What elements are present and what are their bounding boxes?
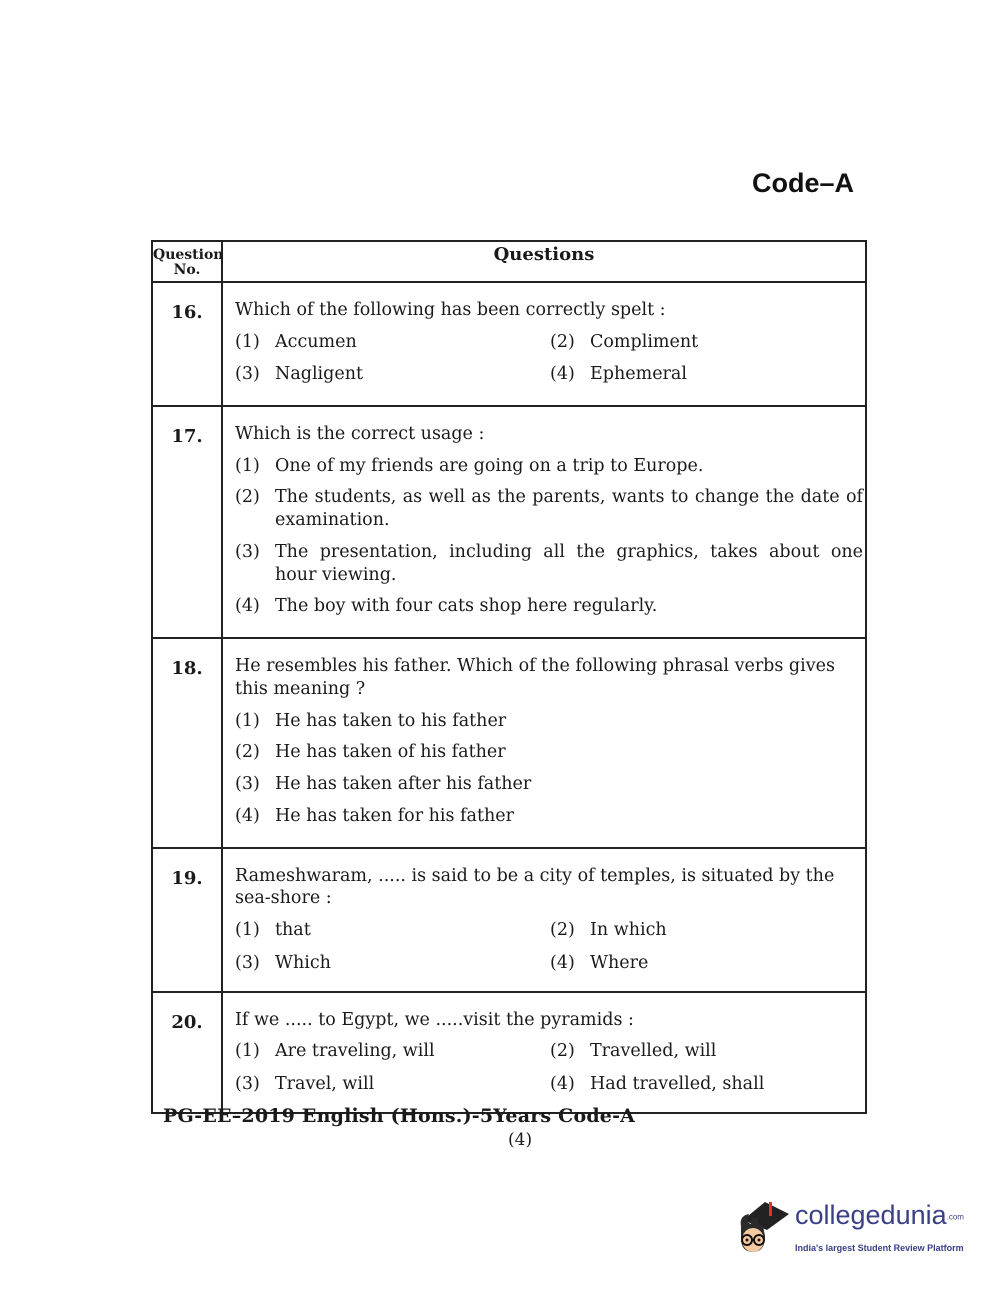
option-4: (4) Ephemeral bbox=[550, 364, 687, 385]
option-1: (1) He has taken to his father bbox=[235, 710, 507, 731]
option-list bbox=[235, 455, 865, 619]
logo-suffix: .com bbox=[946, 1212, 964, 1222]
option-grid bbox=[235, 919, 865, 975]
option-2: (2) Travelled, will bbox=[550, 1041, 717, 1062]
option-3: (3) Which bbox=[235, 952, 331, 973]
option-4: (4) Had travelled, shall bbox=[550, 1074, 765, 1095]
question-stem: Rameshwaram, ..... is said to be a city of temples, is situated by the sea-shore : bbox=[235, 865, 835, 909]
option-2: (2) Compliment bbox=[550, 331, 699, 352]
option-3: (3) The presentation, including all the graphics, takes about one hour viewing. bbox=[235, 541, 863, 585]
question-number: 18. bbox=[152, 638, 222, 848]
exam-code: Code–A bbox=[752, 168, 855, 198]
option-4: (4) Where bbox=[550, 952, 649, 973]
questions-header: Questions bbox=[222, 241, 866, 282]
question-number: 16. bbox=[152, 282, 222, 406]
option-3: (3) Nagligent bbox=[235, 364, 364, 385]
question-row-17 bbox=[152, 406, 866, 638]
question-body bbox=[222, 282, 866, 406]
table-header-row bbox=[152, 241, 866, 282]
option-1: (1) Are traveling, will bbox=[235, 1041, 435, 1062]
option-2: (2) In which bbox=[550, 920, 667, 941]
question-row-16 bbox=[152, 282, 866, 406]
option-1: (1) One of my friends are going on a trip to Europe. bbox=[235, 455, 704, 476]
option-list bbox=[235, 710, 865, 828]
option-2: (2) He has taken of his father bbox=[235, 742, 506, 763]
question-number: 17. bbox=[152, 406, 222, 638]
question-stem: Which of the following has been correctly spelt : bbox=[235, 299, 666, 320]
questions-table bbox=[151, 240, 867, 1114]
option-3: (3) He has taken after his father bbox=[235, 774, 532, 795]
mascot-icon bbox=[735, 1196, 793, 1258]
option-3: (3) Travel, will bbox=[235, 1074, 375, 1095]
question-body bbox=[222, 992, 866, 1113]
question-body bbox=[222, 848, 866, 992]
page-number: (4) bbox=[508, 1130, 533, 1150]
question-body bbox=[222, 406, 866, 638]
option-1: (1) Accumen bbox=[235, 331, 357, 352]
option-1: (1) that bbox=[235, 920, 311, 941]
question-stem: Which is the correct usage : bbox=[235, 423, 485, 444]
collegedunia-logo bbox=[735, 1196, 965, 1258]
question-no-header: Question No. bbox=[152, 241, 222, 282]
option-4: (4) He has taken for his father bbox=[235, 805, 514, 826]
logo-tagline: India's largest Student Review Platform bbox=[795, 1243, 964, 1253]
question-number: 19. bbox=[152, 848, 222, 992]
option-grid bbox=[235, 1040, 865, 1096]
question-row-19 bbox=[152, 848, 866, 992]
question-stem: He resembles his father. Which of the following phrasal verbs gives this meaning ? bbox=[235, 656, 835, 699]
question-row-20 bbox=[152, 992, 866, 1113]
option-2: (2) The students, as well as the parents, wants to change the date of examination. bbox=[235, 487, 863, 531]
question-stem: If we ..... to Egypt, we .....visit the pyramids : bbox=[235, 1009, 634, 1030]
option-grid bbox=[235, 331, 865, 387]
footer-title: PG-EE–2019 English (Hons.)-5Years Code-A bbox=[163, 1105, 636, 1127]
question-body bbox=[222, 638, 866, 848]
logo-wordmark: collegedunia.com bbox=[795, 1200, 964, 1230]
question-row-18 bbox=[152, 638, 866, 848]
option-4: (4) The boy with four cats shop here regularly. bbox=[235, 596, 658, 617]
question-number: 20. bbox=[152, 992, 222, 1113]
